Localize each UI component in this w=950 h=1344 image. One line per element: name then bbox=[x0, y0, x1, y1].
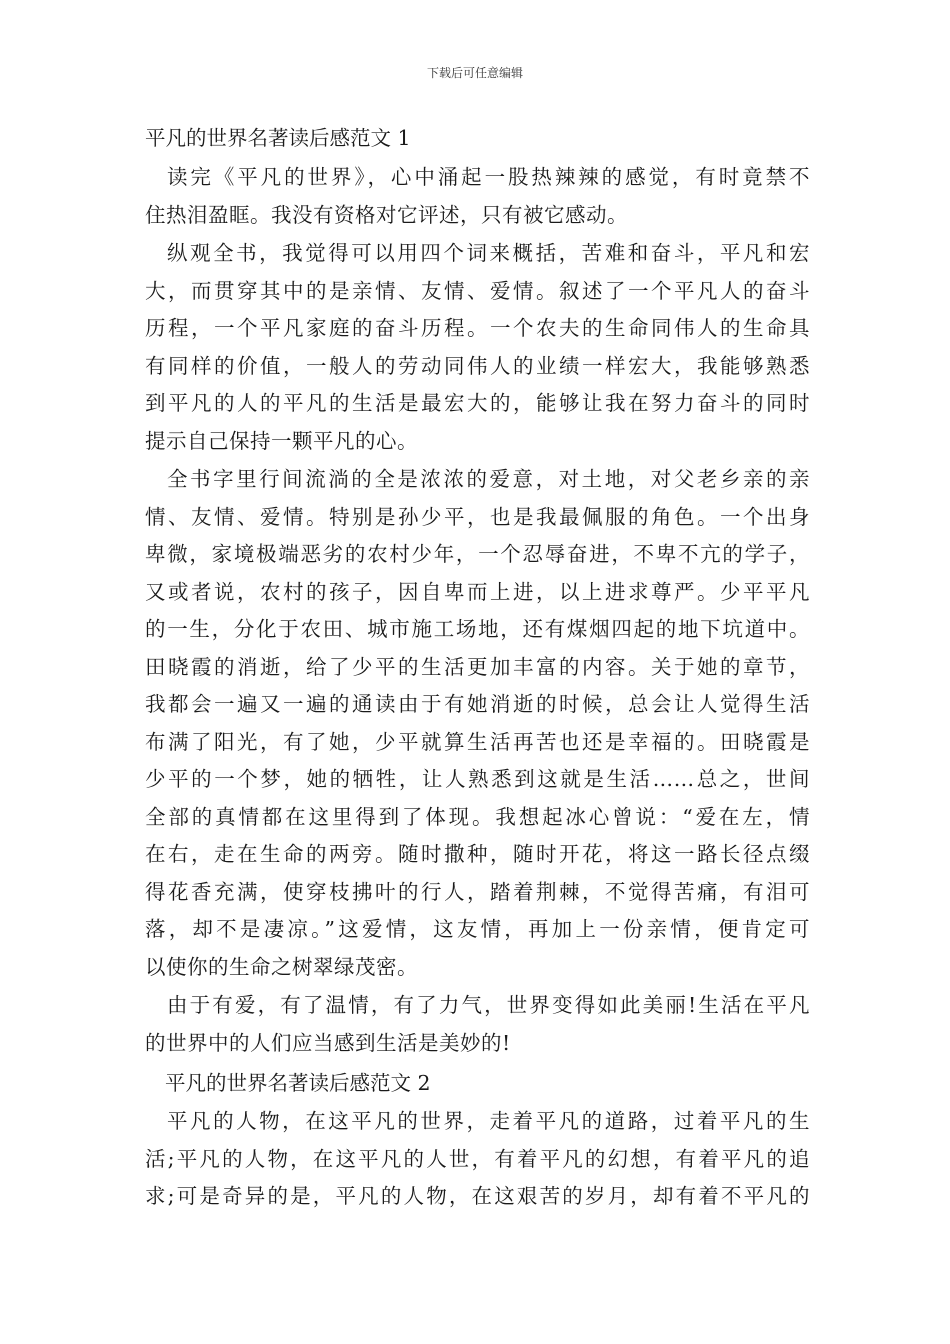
text-line: 平凡的人物，在这平凡的世界，走着平凡的道路，过着平凡的生 bbox=[167, 1109, 810, 1133]
document-body bbox=[145, 118, 810, 1217]
text-line: 卑微，家境极端恶劣的农村少年，一个忍辱奋进，不卑不亢的学子， bbox=[145, 542, 810, 566]
text-line: 又或者说，农村的孩子，因自卑而上进，以上进求尊严。少平平凡 bbox=[145, 579, 810, 604]
text-line: 得花香充满，使穿枝拂叶的行人，踏着荆棘，不觉得苦痛，有泪可 bbox=[145, 879, 810, 904]
text-line: 提示自己保持一颗平凡的心。 bbox=[145, 428, 418, 453]
text-line: 全书字里行间流淌的全是浓浓的爱意，对土地，对父老乡亲的亲 bbox=[167, 467, 810, 491]
text-line: 在右，走在生命的两旁。随时撒种，随时开花，将这一路长径点缀 bbox=[145, 842, 810, 866]
text-line: 由于有爱，有了温情，有了力气，世界变得如此美丽!生活在平凡 bbox=[167, 993, 810, 1017]
text-line: 活;平凡的人物，在这平凡的人世，有着平凡的幻想，有着平凡的追 bbox=[145, 1146, 810, 1171]
text-line: 纵观全书，我觉得可以用四个词来概括，苦难和奋斗，平凡和宏 bbox=[167, 241, 810, 265]
paragraph-3 bbox=[145, 461, 810, 986]
page-header: 下载后可任意编辑 bbox=[426, 66, 523, 80]
text-line: 住热泪盈眶。我没有资格对它评述，只有被它感动。 bbox=[145, 202, 628, 227]
text-line: 少平的一个梦，她的牺牲，让人熟悉到这就是生活……总之，世间 bbox=[145, 767, 810, 791]
text-line: 有同样的价值，一般人的劳动同伟人的业绩一样宏大，我能够熟悉 bbox=[145, 353, 810, 378]
paragraph-1 bbox=[145, 159, 810, 234]
text-line: 以使你的生命之树翠绿茂密。 bbox=[145, 954, 418, 979]
text-line: 到平凡的人的平凡的生活是最宏大的，能够让我在努力奋斗的同时 bbox=[145, 391, 810, 415]
text-line: 大，而贯穿其中的是亲情、友情、爱情。叙述了一个平凡人的奋斗 bbox=[145, 278, 810, 303]
paragraph-2 bbox=[145, 235, 810, 460]
text-line: 全部的真情都在这里得到了体现。我想起冰心曾说：“爱在左，情 bbox=[145, 804, 810, 829]
text-line: 落，却不是凄凉。”这爱情，这友情，再加上一份亲情，便肯定可 bbox=[145, 917, 810, 941]
text-line: 历程，一个平凡家庭的奋斗历程。一个农夫的生命同伟人的生命具 bbox=[145, 316, 810, 340]
paragraph-4 bbox=[145, 987, 810, 1062]
section-title-1: 平凡的世界名著读后感范文 1 bbox=[145, 126, 411, 150]
text-line: 布满了阳光，有了她，少平就算生活再苦也还是幸福的。田晓霞是 bbox=[145, 729, 810, 754]
section-title-2: 平凡的世界名著读后感范文 2 bbox=[165, 1071, 431, 1095]
text-line: 田晓霞的消逝，给了少平的生活更加丰富的内容。关于她的章节， bbox=[145, 654, 810, 679]
text-line: 读完《平凡的世界》，心中涌起一股热辣辣的感觉，有时竟禁不 bbox=[167, 165, 810, 189]
text-line: 的世界中的人们应当感到生活是美妙的! bbox=[145, 1030, 511, 1055]
paragraph-5 bbox=[145, 1103, 810, 1216]
text-line: 我都会一遍又一遍的通读由于有她消逝的时候，总会让人觉得生活 bbox=[145, 692, 810, 716]
text-line: 求;可是奇异的是，平凡的人物，在这艰苦的岁月，却有着不平凡的 bbox=[145, 1184, 810, 1208]
text-line: 情、友情、爱情。特别是孙少平，也是我最佩服的角色。一个出身 bbox=[145, 504, 810, 529]
text-line: 的一生，分化于农田、城市施工场地，还有煤烟四起的地下坑道中。 bbox=[145, 617, 810, 641]
